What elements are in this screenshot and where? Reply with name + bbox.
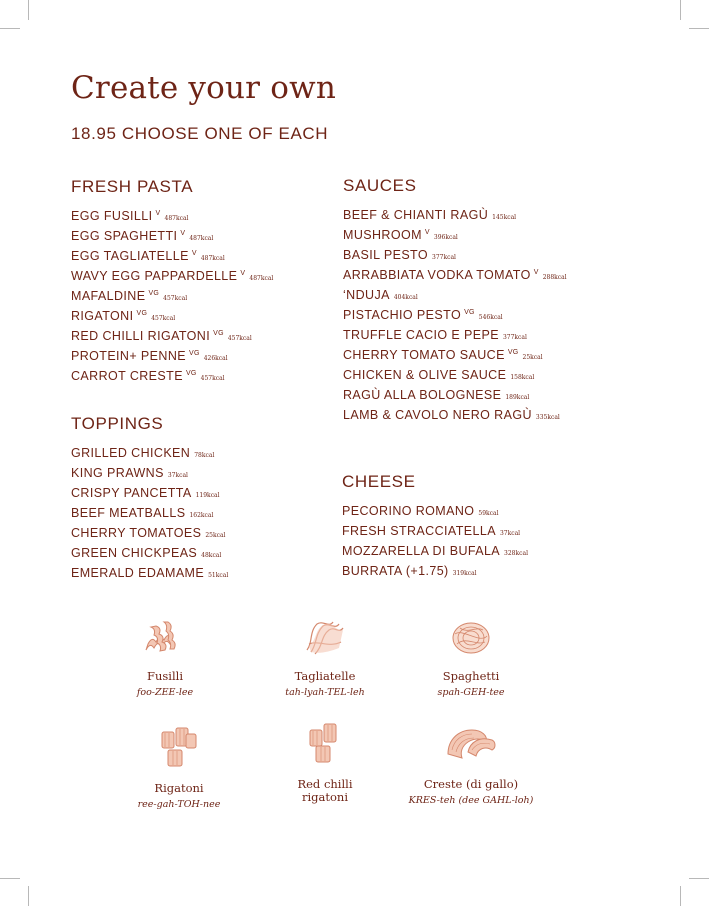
menu-item-name: MOZZARELLA DI BUFALA — [342, 544, 501, 558]
tagliatelle-icon — [299, 614, 351, 658]
menu-item-name: RIGATONI — [71, 309, 134, 323]
menu-item — [342, 541, 528, 561]
menu-item-name: GRILLED CHICKEN — [71, 446, 191, 460]
menu-item-name: RED CHILLI RIGATONI — [71, 329, 211, 343]
dietary-tag: V — [533, 269, 539, 276]
menu-item-name: BURRATA (+1.75) — [342, 564, 449, 578]
menu-item-name: EGG TAGLIATELLE — [71, 249, 189, 263]
shape-pronunciation: foo-ZEE-lee — [136, 687, 194, 698]
menu-item — [343, 405, 567, 425]
fusilli-icon — [142, 614, 188, 658]
dietary-tag: VG — [136, 310, 148, 317]
menu-item-name: LAMB & CAVOLO NERO RAGÙ — [343, 408, 532, 422]
spaghetti-icon — [446, 614, 496, 658]
menu-item — [71, 226, 273, 246]
calorie-count: 51kcal — [208, 572, 229, 579]
calorie-count: 457kcal — [151, 315, 176, 322]
menu-item — [343, 305, 567, 325]
menu-item — [343, 205, 567, 225]
page-title: Create your own — [71, 70, 337, 106]
calorie-count: 162kcal — [189, 512, 214, 519]
dietary-tag: VG — [185, 370, 197, 377]
calorie-count: 377kcal — [432, 254, 456, 261]
shape-fusilli — [90, 614, 240, 698]
cheese-section — [342, 472, 528, 581]
section-heading: FRESH PASTA — [71, 177, 194, 196]
menu-item-name: CARROT CRESTE — [71, 369, 183, 383]
crop-mark — [689, 878, 709, 879]
dietary-tag: V — [155, 210, 161, 217]
menu-item-name: CHERRY TOMATOES — [71, 526, 202, 540]
menu-item — [71, 266, 273, 286]
shape-name: Rigatoni — [154, 781, 204, 795]
crop-mark — [680, 0, 681, 20]
menu-item — [71, 246, 273, 266]
dietary-tag: V — [191, 250, 197, 257]
crop-mark — [680, 886, 681, 906]
menu-item-name: MUSHROOM — [343, 228, 422, 242]
menu-item — [71, 563, 228, 583]
calorie-count: 404kcal — [393, 294, 418, 301]
dietary-tag: V — [180, 230, 186, 237]
menu-item-name: PISTACHIO PESTO — [343, 308, 462, 322]
crop-mark — [0, 878, 20, 879]
menu-item — [71, 366, 273, 386]
calorie-count: 487kcal — [164, 215, 189, 222]
menu-item — [71, 523, 228, 543]
calorie-count: 158kcal — [510, 374, 535, 381]
shape-pronunciation: tah-lyah-TEL-leh — [285, 687, 365, 698]
menu-item-name: ‘NDUJA — [343, 288, 390, 302]
menu-item-name: GREEN CHICKPEAS — [71, 546, 198, 560]
dietary-tag: VG — [464, 309, 475, 316]
menu-item-name: RAGÙ ALLA BOLOGNESE — [343, 388, 502, 402]
calorie-count: 48kcal — [201, 552, 222, 559]
dietary-tag: VG — [189, 350, 200, 357]
calorie-count: 487kcal — [189, 235, 214, 242]
menu-item — [343, 365, 567, 385]
shape-name: Fusilli — [147, 669, 183, 683]
menu-item — [343, 225, 567, 245]
menu-list — [343, 205, 567, 425]
menu-item-name: MAFALDINE — [71, 289, 146, 303]
shape-creste — [396, 718, 546, 806]
calorie-count: 457kcal — [227, 335, 252, 342]
menu-item — [71, 286, 273, 306]
menu-item — [342, 501, 528, 521]
menu-item-name: FRESH STRACCIATELLA — [342, 524, 496, 538]
calorie-count: 37kcal — [167, 472, 188, 479]
sauces-section — [343, 176, 567, 425]
calorie-count: 487kcal — [249, 275, 274, 282]
crop-mark — [28, 886, 29, 906]
dietary-tag: V — [424, 229, 430, 236]
dietary-tag: VG — [213, 330, 224, 337]
fresh-pasta-section — [71, 177, 273, 386]
shape-name: Spaghetti — [442, 669, 500, 683]
menu-list — [71, 206, 273, 386]
price-subtitle: 18.95 CHOOSE ONE OF EACH — [71, 124, 329, 143]
menu-item — [343, 325, 567, 345]
menu-item — [342, 561, 528, 581]
menu-item — [71, 346, 273, 366]
menu-item — [71, 543, 228, 563]
section-heading: TOPPINGS — [71, 414, 164, 433]
shape-pronunciation: spah-GEH-tee — [437, 687, 505, 698]
menu-item-name: KING PRAWNS — [71, 466, 164, 480]
calorie-count: 335kcal — [535, 414, 560, 421]
menu-item — [71, 206, 273, 226]
menu-item-name: CHICKEN & OLIVE SAUCE — [343, 368, 507, 382]
menu-item — [71, 463, 228, 483]
menu-item-name: TRUFFLE CACIO E PEPE — [343, 328, 499, 342]
shape-pronunciation: KRES-teh (dee GAHL-loh) — [408, 795, 534, 806]
calorie-count: 189kcal — [505, 394, 530, 401]
calorie-count: 145kcal — [492, 214, 517, 221]
crop-mark — [0, 28, 20, 29]
menu-item — [71, 443, 228, 463]
calorie-count: 319kcal — [452, 570, 477, 577]
shape-name: Tagliatelle — [294, 669, 356, 683]
shape-red-chilli-rigatoni — [250, 720, 400, 804]
section-heading: SAUCES — [343, 176, 417, 195]
calorie-count: 396kcal — [433, 234, 458, 241]
rigatoni-icon — [156, 724, 202, 770]
menu-item — [343, 385, 567, 405]
crop-mark — [28, 0, 29, 20]
menu-item — [343, 245, 567, 265]
calorie-count: 457kcal — [163, 295, 188, 302]
menu-item-name: BEEF MEATBALLS — [71, 506, 186, 520]
menu-item — [342, 521, 528, 541]
calorie-count: 25kcal — [522, 354, 543, 361]
dietary-tag: VG — [507, 349, 519, 356]
red-chilli-rigatoni-icon — [302, 720, 348, 766]
menu-item — [71, 306, 273, 326]
shape-pronunciation: ree-gah-TOH-nee — [137, 799, 221, 810]
calorie-count: 426kcal — [203, 355, 228, 362]
menu-item-name: PECORINO ROMANO — [342, 504, 475, 518]
menu-item-name: PROTEIN+ PENNE — [71, 349, 186, 363]
menu-list — [71, 443, 228, 583]
calorie-count: 37kcal — [499, 530, 521, 537]
menu-item — [71, 483, 228, 503]
shape-spaghetti — [396, 614, 546, 698]
toppings-section — [71, 414, 228, 583]
shape-name: Red chilli rigatoni — [297, 777, 353, 804]
menu-item — [343, 285, 567, 305]
crop-mark — [689, 28, 709, 29]
menu-item — [343, 345, 567, 365]
calorie-count: 59kcal — [478, 510, 499, 517]
calorie-count: 288kcal — [542, 274, 567, 281]
menu-item-name: CHERRY TOMATO SAUCE — [343, 348, 505, 362]
shape-rigatoni — [104, 724, 254, 810]
calorie-count: 487kcal — [200, 255, 225, 262]
menu-list — [342, 501, 528, 581]
menu-item-name: WAVY EGG PAPPARDELLE — [71, 269, 238, 283]
section-heading: CHEESE — [342, 472, 416, 491]
menu-item — [71, 326, 273, 346]
menu-item-name: EGG FUSILLI — [71, 209, 153, 223]
menu-item-name: BEEF & CHIANTI RAGÙ — [343, 208, 489, 222]
calorie-count: 78kcal — [194, 452, 215, 459]
calorie-count: 328kcal — [504, 550, 528, 557]
calorie-count: 119kcal — [195, 492, 220, 499]
menu-item — [343, 265, 567, 285]
calorie-count: 546kcal — [478, 314, 503, 321]
menu-item-name: BASIL PESTO — [343, 248, 428, 262]
shape-tagliatelle — [250, 614, 400, 698]
calorie-count: 377kcal — [502, 334, 527, 341]
menu-item-name: EGG SPAGHETTI — [71, 229, 178, 243]
creste-icon — [442, 718, 500, 766]
menu-item-name: ARRABBIATA VODKA TOMATO — [343, 268, 531, 282]
dietary-tag: V — [240, 270, 246, 277]
shape-name: Creste (di gallo) — [423, 777, 519, 791]
dietary-tag: VG — [148, 290, 160, 297]
menu-item-name: EMERALD EDAMAME — [71, 566, 205, 580]
calorie-count: 457kcal — [200, 375, 225, 382]
menu-item — [71, 503, 228, 523]
menu-item-name: CRISPY PANCETTA — [71, 486, 192, 500]
calorie-count: 25kcal — [205, 532, 226, 539]
